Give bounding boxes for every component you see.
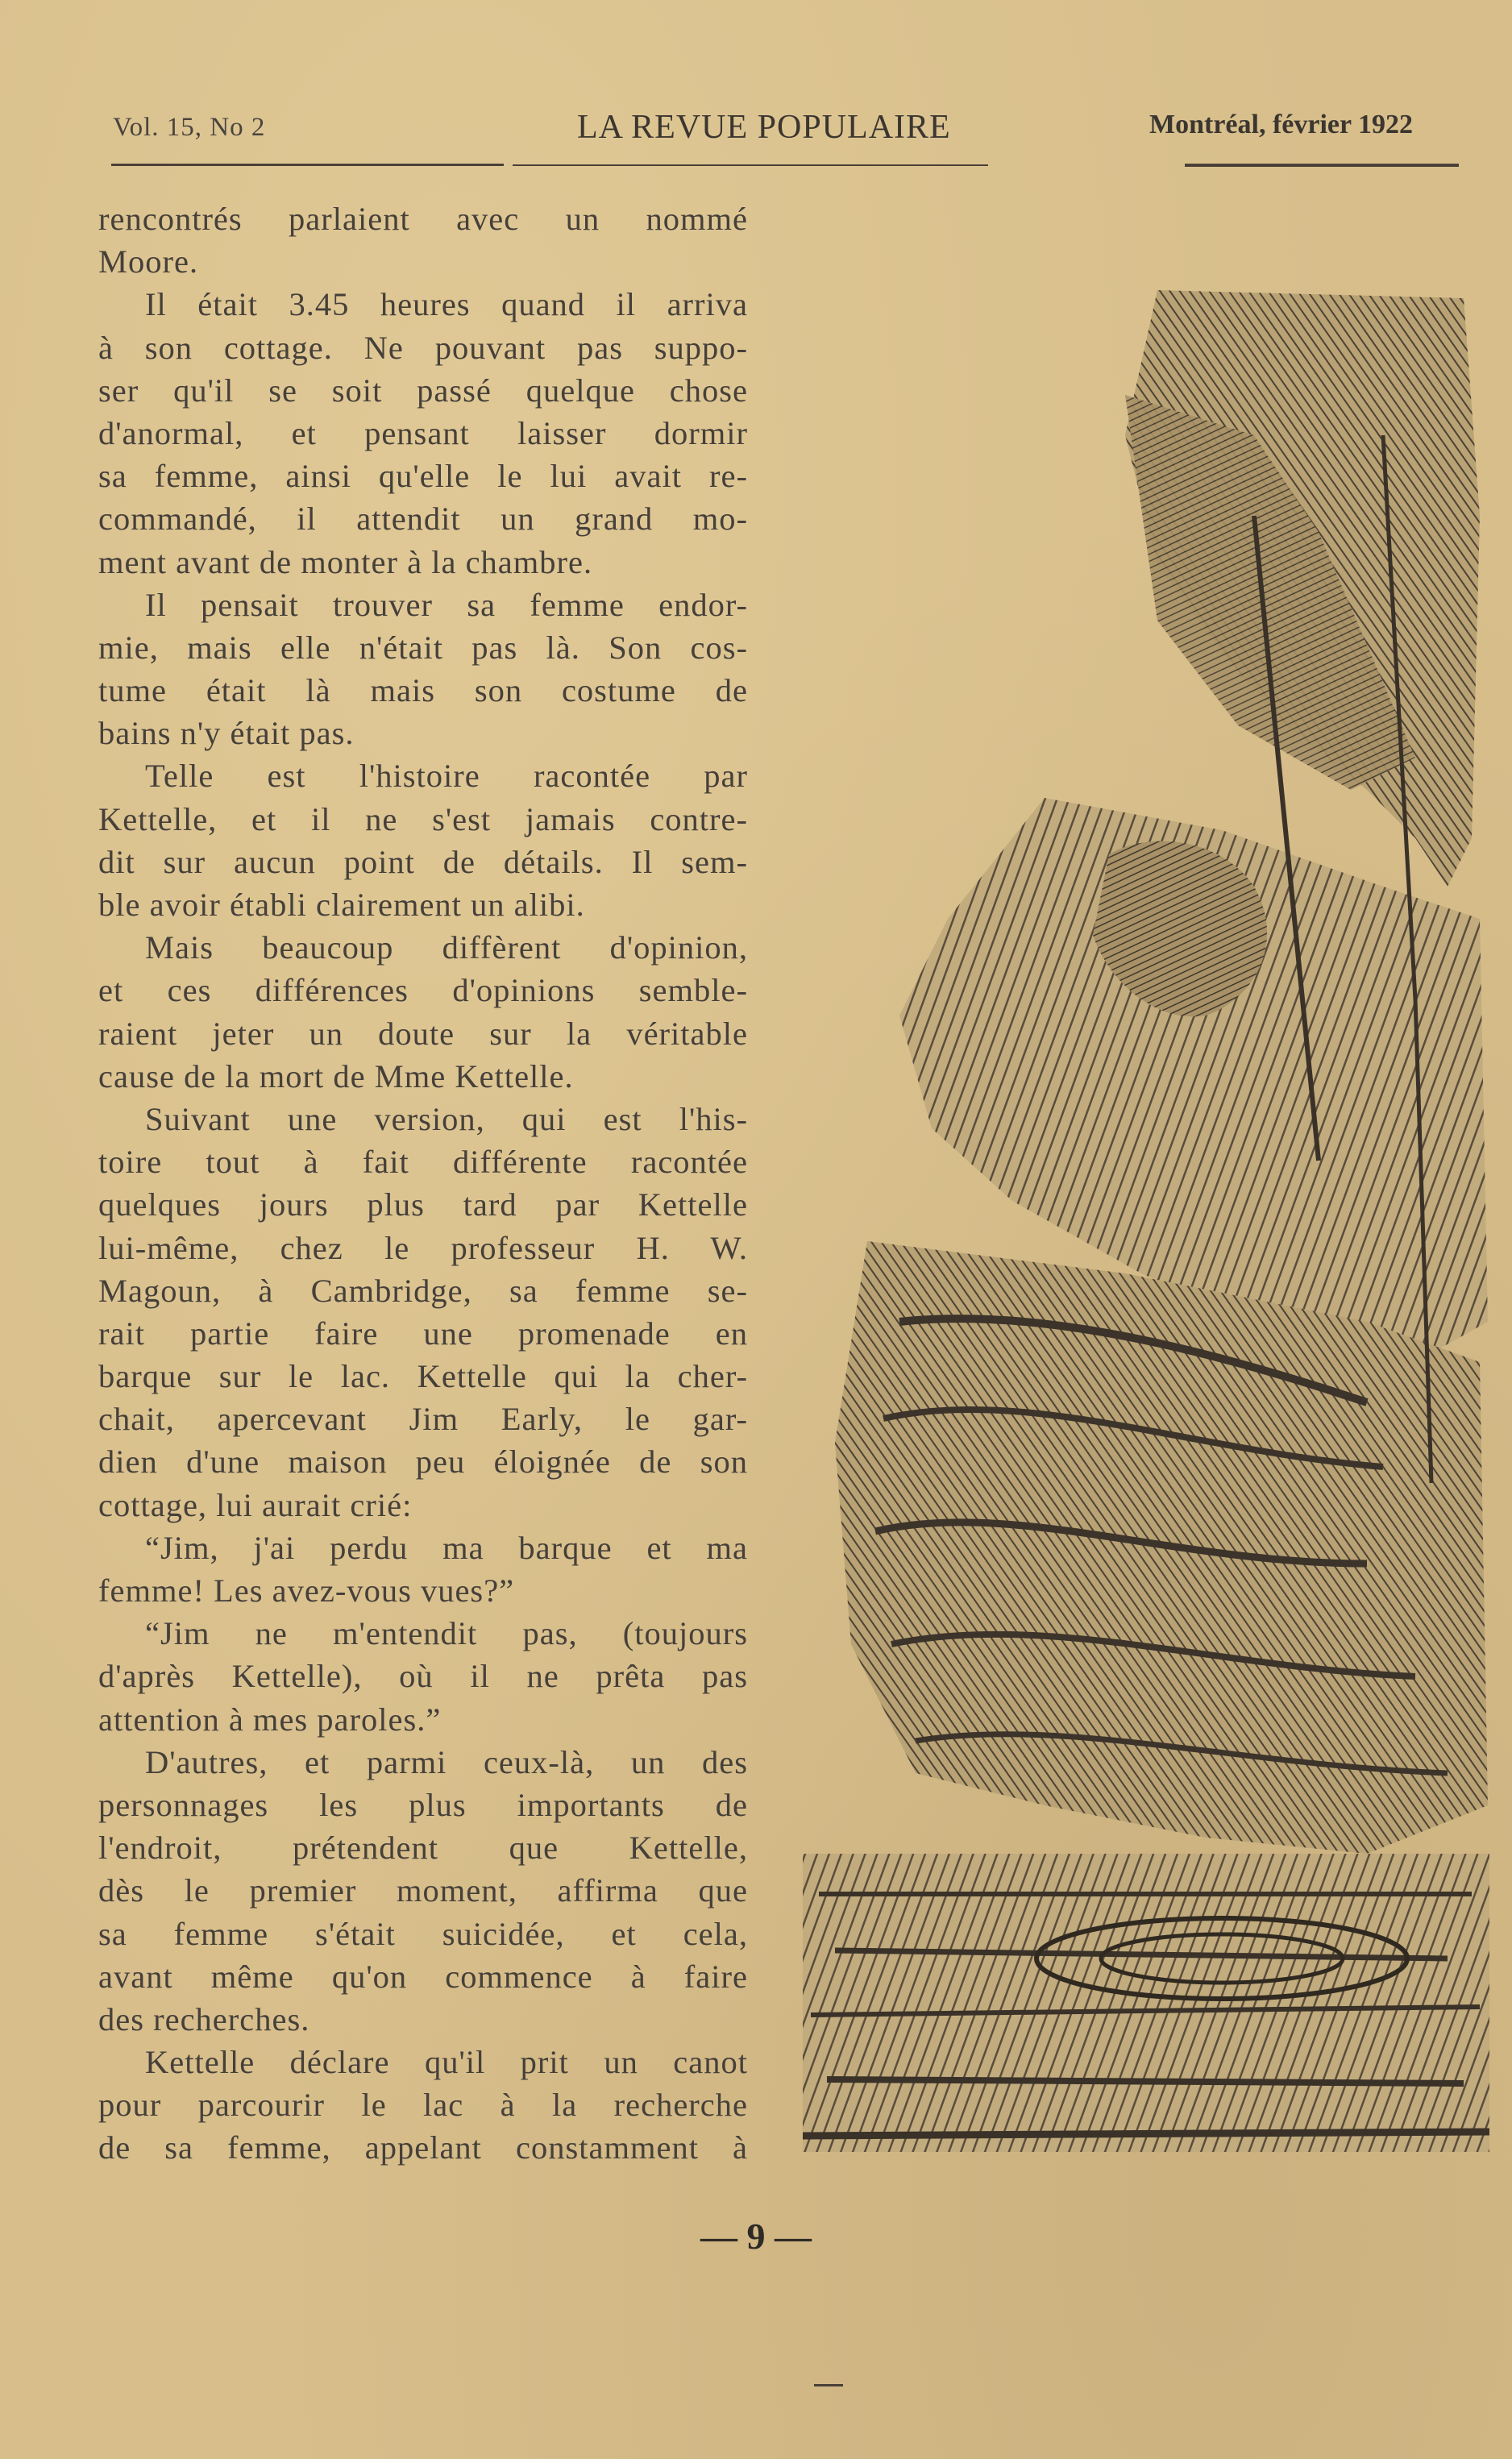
text-line: Kettelle déclare qu'il prit un canot [145,2044,748,2081]
volume-number: Vol. 15, No 2 [113,113,266,142]
text-line: chait, apercevant Jim Early, le gar- [98,1401,748,1438]
text-line: Suivant une version, qui est l'his- [145,1100,748,1137]
text-line: de sa femme, appelant constamment à [98,2129,748,2166]
woodcut-illustration [803,274,1489,2152]
text-line: commandé, il attendit un grand mo- [98,501,748,538]
text-line: D'autres, et parmi ceux-là, un des [145,1743,748,1780]
issue-place-date: Montréal, février 1922 [1149,110,1413,139]
text-line: Telle est l'histoire racontée par [145,758,748,795]
text-line: rencontrés parlaient avec un nommé [98,201,748,237]
text-line: l'endroit, prétendent que Kettelle, [98,1830,748,1867]
text-line: cause de la mort de Mme Kettelle. [98,1057,574,1095]
text-line: dien d'une maison peu éloignée de son [98,1443,748,1481]
text-line: cottage, lui aurait crié: [98,1486,413,1523]
text-line: ser qu'il se soit passé quelque chose [98,372,748,409]
text-line: et ces différences d'opinions semble- [98,972,748,1009]
page-header [0,103,1512,152]
woodcut-figure-water-illustration-icon [803,274,1489,2152]
text-line: barque sur le lac. Kettelle qui la cher- [98,1358,748,1395]
header-rule [513,164,988,166]
text-line: attention à mes paroles.” [98,1701,442,1738]
text-line: Kettelle, et il ne s'est jamais contre- [98,800,748,837]
text-line: bains n'y était pas. [98,715,355,752]
text-line: Mais beaucoup diffèrent d'opinion, [145,929,748,966]
text-line: mie, mais elle n'était pas là. Son cos- [98,629,748,666]
text-line: ment avant de monter à la chambre. [98,543,593,580]
text-line: raient jeter un doute sur la véritable [98,1015,748,1052]
text-line: pour parcourir le lac à la recherche [98,2087,748,2124]
text-line: ble avoir établi clairement un alibi. [98,887,585,923]
text-line: Moore. [98,243,199,280]
text-line: Magoun, à Cambridge, sa femme se- [98,1272,748,1309]
text-line: personnages les plus importants de [98,1786,748,1823]
text-line: des recherches. [98,2000,310,2037]
header-rule [111,164,504,166]
text-line: lui-même, chez le professeur H. W. [98,1229,748,1266]
print-mark [814,2384,843,2386]
text-line: à son cottage. Ne pouvant pas suppo- [98,329,748,366]
text-line: d'après Kettelle), où il ne prêta pas [98,1658,748,1695]
text-line: toire tout à fait différente racontée [98,1144,748,1181]
text-line: dit sur aucun point de détails. Il sem- [98,843,748,880]
text-line: rait partie faire une promenade en [98,1315,748,1352]
header-rule [1185,164,1459,167]
text-line: sa femme s'était suicidée, et cela, [98,1915,748,1952]
text-line: avant même qu'on commence à faire [98,1958,748,1995]
article-text-column [98,197,748,2170]
text-line: Il était 3.45 heures quand il arriva [145,286,748,323]
page-number: — 9 — [700,2216,812,2257]
text-line: femme! Les avez-vous vues?” [98,1572,515,1609]
text-line: Il pensait trouver sa femme endor- [145,586,748,623]
text-line: quelques jours plus tard par Kettelle [98,1186,748,1223]
text-line: dès le premier moment, affirma que [98,1872,748,1909]
text-line: “Jim, j'ai perdu ma barque et ma [145,1529,748,1566]
text-line: tume était là mais son costume de [98,672,748,709]
text-line: sa femme, ainsi qu'elle le lui avait re- [98,458,748,495]
text-line: d'anormal, et pensant laisser dormir [98,414,748,451]
magazine-title: LA REVUE POPULAIRE [577,109,951,146]
text-line: “Jim ne m'entendit pas, (toujours [145,1615,748,1652]
